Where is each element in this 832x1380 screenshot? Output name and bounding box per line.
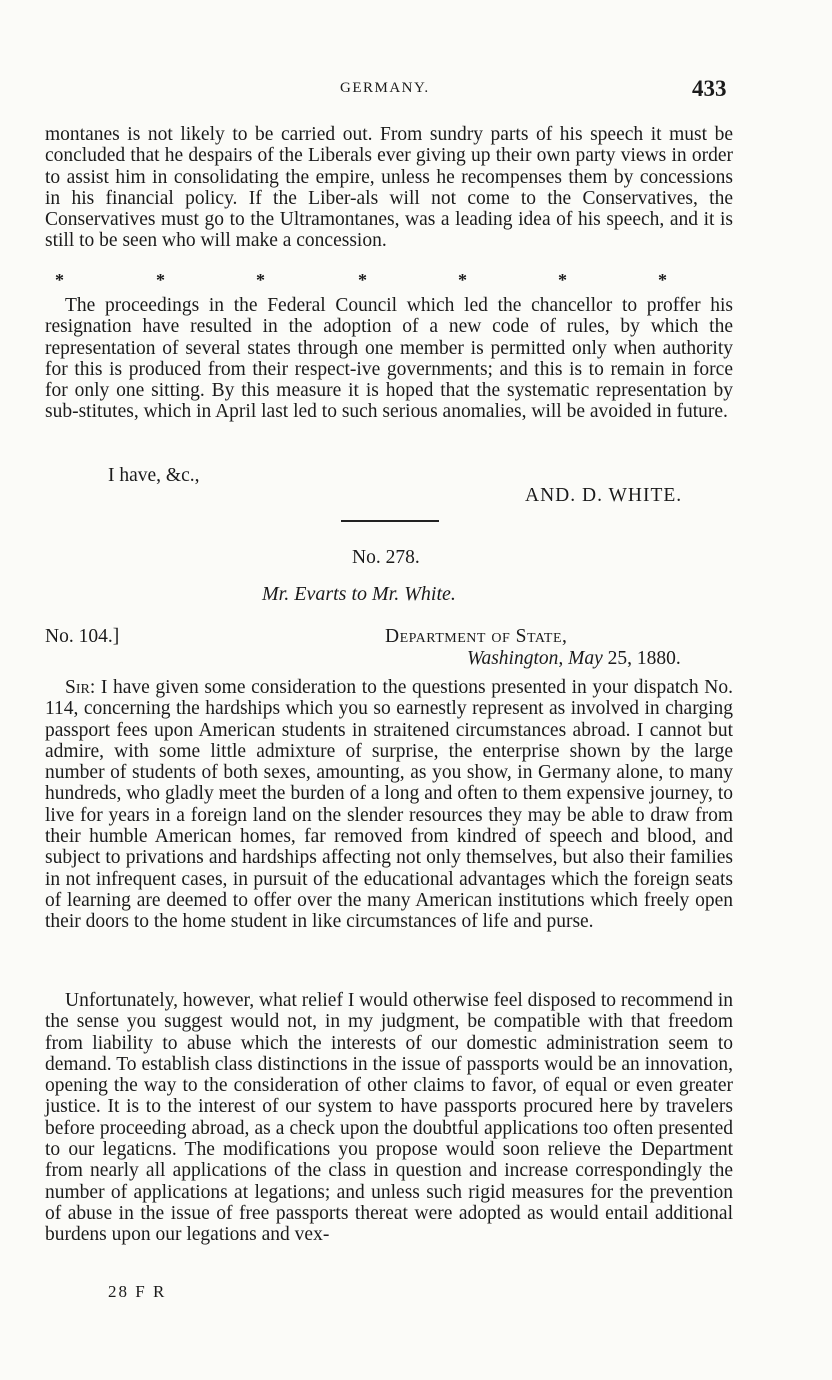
document-heading: Mr. Evarts to Mr. White. xyxy=(262,583,456,605)
star-mark: * xyxy=(55,270,64,290)
salutation: Sir xyxy=(65,677,90,698)
star-mark: * xyxy=(558,270,567,290)
department-name: Department of State, xyxy=(385,626,568,647)
section-divider xyxy=(341,520,439,522)
signature-mark: 28 F R xyxy=(108,1282,167,1301)
dispatch-reference-number: No. 104.] xyxy=(45,626,120,647)
paragraph-continuation: montanes is not likely to be carried out. From sundry parts of his speech it must be concluded that he despairs of the Liberals ever giving up their own party views in order to assist him in consolidating the empire, unless he recompenses them by concessions in his financial policy. If the Liber-als will not come to the Conservatives, the Conservatives must go to the Ultramontanes, was a leading idea of his speech, and it is still to be seen who will make a concession. xyxy=(45,124,733,252)
star-mark: * xyxy=(156,270,165,290)
star-mark: * xyxy=(358,270,367,290)
paragraph-letter-opening-text: : I have given some consideration to the questions presented in your dispatch No. 114, concerning the hardships which you so earnestly represent as involved in charging passport fees upon American students in straitened circumstances abroad. I cannot but admire, with some little admixture of surprise, the enterprise shown by the large number of students of both sexes, amounting, as you show, in Germany alone, to many hundreds, who gladly meet the burden of a long and often to them expensive journey, to live for years in a foreign land on the slender resources they may be able to draw from their humble American homes, far removed from kindred of speech and blood, and subject to privations and hardships affecting not only themselves, but also their families in not infrequent cases, in pursuit of the educational advantages which the foreign seats of learning are deemed to offer over the many American institutions which freely open their doors to the home student in like circumstances of life and purse. xyxy=(45,677,733,933)
running-head-title: GERMANY. xyxy=(340,80,430,96)
dateline-date: 25, 1880. xyxy=(602,648,681,669)
paragraph-letter-opening xyxy=(45,677,733,933)
star-mark: * xyxy=(458,270,467,290)
dateline-place: Washington, May xyxy=(467,648,603,669)
star-mark: * xyxy=(658,270,667,290)
paragraph-federal-council: The proceedings in the Federal Council which led the chancellor to proffer his resignation have resulted in the adoption of a new code of rules, by which the representation of several states through one member is permitted only when authority for this is produced from their respect-ive governments; and this is to remain in force for only one sitting. By this measure it is hoped that the systematic representation by sub-stitutes, which in April last led to such serious anomalies, will be avoided in future. xyxy=(45,295,733,423)
page-number: 433 xyxy=(692,76,727,101)
document-number: No. 278. xyxy=(352,547,420,568)
star-mark: * xyxy=(256,270,265,290)
signature: AND. D. WHITE. xyxy=(525,485,683,506)
dateline xyxy=(467,648,681,670)
closing-line: I have, &c., xyxy=(108,465,200,486)
paragraph-unfortunately: Unfortunately, however, what relief I would otherwise feel disposed to recommend in the sense you suggest would not, in my judgment, be compatible with that freedom from liability to abuse which the interests of our domestic administration seem to demand. To establish class distinctions in the issue of passports would be an innovation, opening the way to the consideration of other claims to favor, of equal or even greater justice. It is to the interest of our system to have passports procured here by travelers before proceeding abroad, as a check upon the doubtful applications too often presented to our legaticns. The modifications you propose would soon relieve the Department from nearly all applications of the class in question and increase correspondingly the number of applications at legations; and unless such rigid measures for the prevention of abuse in the issue of free passports thereat were adopted as would entail additional burdens upon our legations and vex- xyxy=(45,990,733,1246)
ellipsis-stars xyxy=(45,270,733,290)
